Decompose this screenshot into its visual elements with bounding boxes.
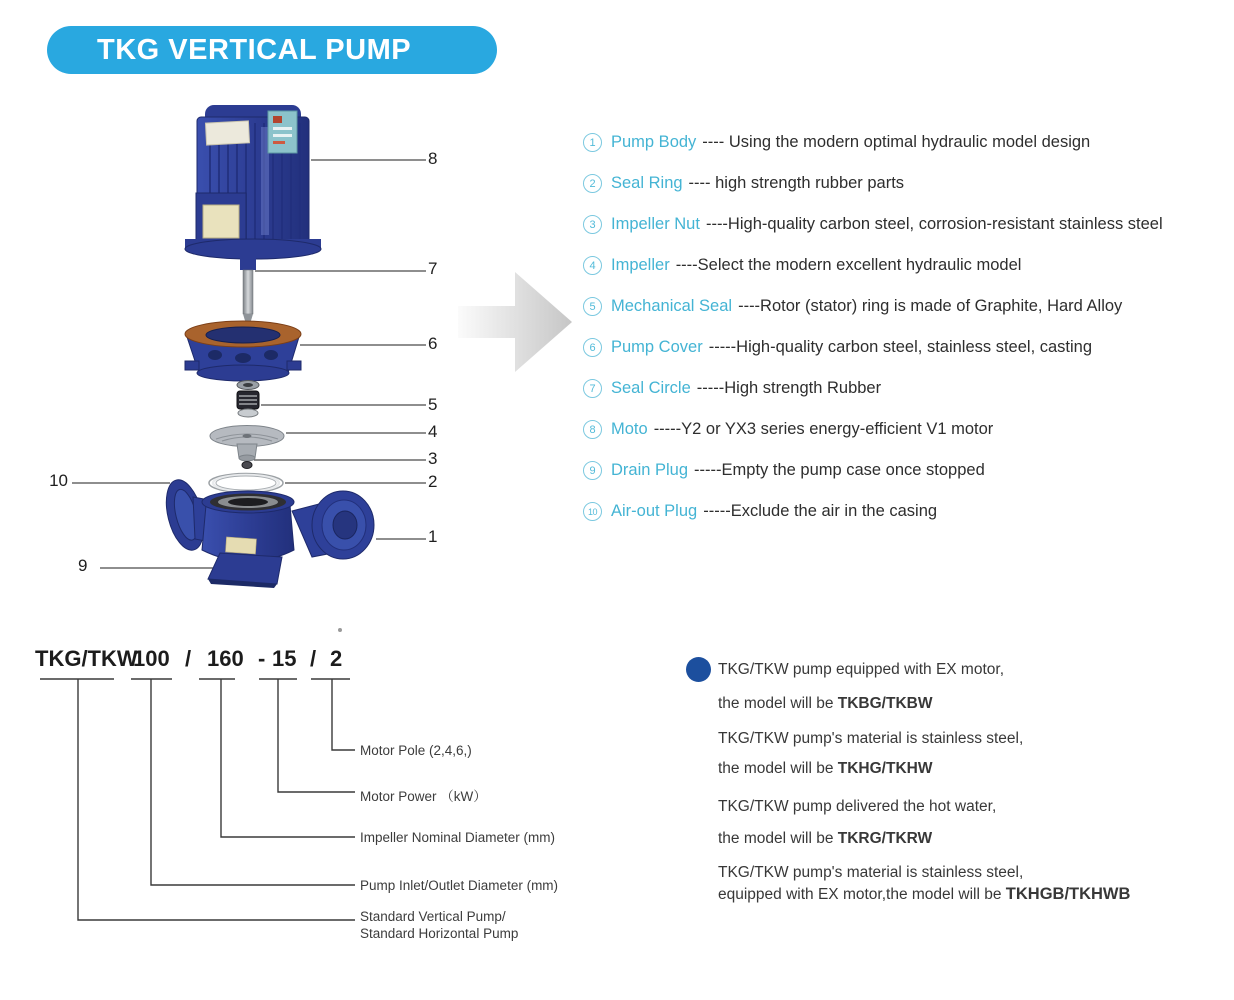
motor-nameplate xyxy=(268,111,297,153)
note-line xyxy=(718,760,932,778)
label-motor-pole: Motor Pole (2,4,6,) xyxy=(360,743,472,758)
note-model: TKHGB/TKHWB xyxy=(1005,885,1131,903)
part-list-item xyxy=(583,491,1163,532)
part-name: Pump Body xyxy=(611,133,697,151)
circled-number: 9 xyxy=(583,461,602,480)
part-name: Seal Circle xyxy=(611,379,691,397)
note-line xyxy=(718,830,932,848)
pump-base xyxy=(208,553,282,584)
note-line xyxy=(718,885,1130,904)
label-motor-power: Motor Power （kW） xyxy=(360,789,487,804)
callout-9: 9 xyxy=(78,556,88,575)
motor-top-label xyxy=(205,121,249,145)
part-name: Seal Ring xyxy=(611,174,683,192)
part-name: Impeller xyxy=(611,256,670,274)
seal-ring xyxy=(209,474,283,493)
model-separator: / xyxy=(310,646,317,671)
note-line xyxy=(718,661,1004,679)
circled-number: 7 xyxy=(583,379,602,398)
label-impeller-dia: Impeller Nominal Diameter (mm) xyxy=(360,830,556,845)
part-desc: ----High-quality carbon steel, corrosion-resistant stainless steel xyxy=(705,215,1163,233)
note-text: the model will be xyxy=(718,830,838,847)
title-banner xyxy=(47,26,497,74)
part-name: Mechanical Seal xyxy=(611,297,733,315)
transition-arrow-icon xyxy=(458,266,578,378)
callout-3: 3 xyxy=(428,449,438,468)
part-desc: ---- high strength rubber parts xyxy=(688,174,905,192)
note-line xyxy=(718,864,1023,882)
callout-10: 10 xyxy=(49,471,68,490)
label-standard-pump xyxy=(360,908,518,942)
label-standard-vertical: Standard Vertical Pump/ xyxy=(360,909,506,924)
circled-number: 10 xyxy=(583,502,602,521)
part-list-item xyxy=(583,409,1163,450)
part-list-item xyxy=(583,163,1163,204)
mechanical-seal xyxy=(237,381,259,418)
part-list-item xyxy=(583,450,1163,491)
callout-5: 5 xyxy=(428,395,438,414)
note-text: TKG/TKW pump equipped with EX motor, xyxy=(718,661,1005,678)
part-name: Impeller Nut xyxy=(611,215,700,233)
note-line xyxy=(718,798,996,816)
impeller xyxy=(210,426,284,462)
circled-number: 5 xyxy=(583,297,602,316)
impeller-nut xyxy=(242,462,252,469)
note-text: TKG/TKW pump's material is stainless steel, xyxy=(718,864,1024,881)
note-line xyxy=(718,730,1023,748)
part-list-item xyxy=(583,245,1163,286)
shaft xyxy=(243,270,253,314)
motor xyxy=(185,105,321,324)
model-code-connectors xyxy=(30,640,650,960)
part-desc: -----Exclude the air in the casing xyxy=(703,502,938,520)
note-line xyxy=(718,695,932,713)
note-text: the model will be xyxy=(718,760,838,777)
note-model: TKRG/TKRW xyxy=(837,830,933,847)
circled-number: 1 xyxy=(583,133,602,152)
circled-number: 2 xyxy=(583,174,602,193)
model-segment-inlet: 100 xyxy=(133,646,170,671)
model-segment-pole: 2 xyxy=(330,646,343,671)
outlet-flange xyxy=(312,491,374,559)
note-text: TKG/TKW pump's material is stainless steel, xyxy=(718,730,1024,747)
note-model: TKBG/TKBW xyxy=(837,695,933,712)
page-title: TKG VERTICAL PUMP xyxy=(97,33,412,66)
part-list-item xyxy=(583,122,1163,163)
model-segment-impeller: 160 xyxy=(207,646,244,671)
callout-4: 4 xyxy=(428,422,438,441)
part-list-item xyxy=(583,286,1163,327)
note-text: the model will be xyxy=(718,695,838,712)
part-list-item xyxy=(583,327,1163,368)
part-desc: -----Y2 or YX3 series energy-efficient V1 motor xyxy=(653,420,994,438)
part-desc: -----High strength Rubber xyxy=(696,379,882,397)
part-list-item xyxy=(583,368,1163,409)
note-text: TKG/TKW pump delivered the hot water, xyxy=(718,798,997,815)
pump-body xyxy=(160,476,374,588)
note-model: TKHG/TKHW xyxy=(837,760,933,777)
part-list-item xyxy=(583,204,1163,245)
callout-6: 6 xyxy=(428,334,438,353)
part-desc: -----High-quality carbon steel, stainless steel, casting xyxy=(708,338,1093,356)
circled-number: 8 xyxy=(583,420,602,439)
callout-2: 2 xyxy=(428,472,438,491)
callout-7: 7 xyxy=(428,259,438,278)
circled-number: 6 xyxy=(583,338,602,357)
part-desc: ----Select the modern excellent hydraulic model xyxy=(675,256,1022,274)
pump-cover xyxy=(185,321,301,381)
part-desc: ---- Using the modern optimal hydraulic model design xyxy=(702,133,1091,151)
part-name: Drain Plug xyxy=(611,461,689,479)
model-separator: / xyxy=(185,646,192,671)
shaft-collar xyxy=(240,256,256,270)
callout-8: 8 xyxy=(428,149,438,168)
stray-dot xyxy=(338,628,342,632)
part-name: Moto xyxy=(611,420,648,438)
model-segment-power: 15 xyxy=(272,646,297,671)
parts-list xyxy=(583,122,1163,532)
callout-1: 1 xyxy=(428,527,438,546)
circled-number: 3 xyxy=(583,215,602,234)
part-desc: ----Rotor (stator) ring is made of Graphite, Hard Alloy xyxy=(738,297,1123,315)
label-inlet-outlet: Pump Inlet/Outlet Diameter (mm) xyxy=(360,878,559,893)
bullet-icon xyxy=(686,657,711,682)
note-text: equipped with EX motor,the model will be xyxy=(718,886,1006,903)
part-desc: -----Empty the pump case once stopped xyxy=(694,461,985,479)
label-standard-horizontal: Standard Horizontal Pump xyxy=(360,926,519,941)
part-name: Air-out Plug xyxy=(611,502,698,520)
model-segment-series: TKG/TKW xyxy=(35,646,138,671)
circled-number: 4 xyxy=(583,256,602,275)
part-name: Pump Cover xyxy=(611,338,703,356)
pump-body-label xyxy=(225,537,256,554)
model-separator: - xyxy=(258,646,266,671)
